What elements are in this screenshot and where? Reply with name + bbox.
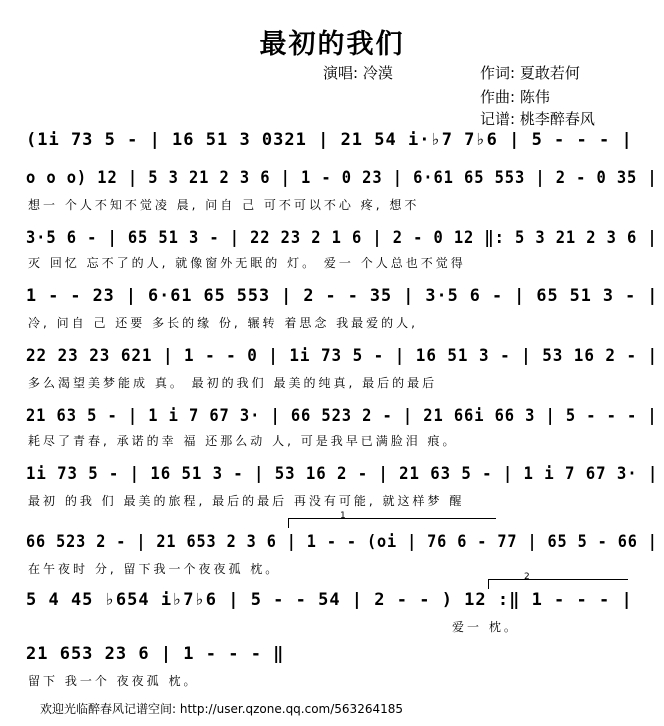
notation-row: (1i 73 5 - | 16 51 3 0321 | 21 54 i·♭7 7♭6 | 5 - - - | xyxy=(26,130,633,150)
lyrics-row: 留下 我一个 夜夜孤 枕。 xyxy=(28,674,199,688)
notation-row: 5 4 45 ♭654 i♭7♭6 | 5 - - 54 | 2 - - ) 12 :‖ 1 - - - | xyxy=(26,590,633,610)
lyrics-row: 多么渴望美梦能成 真。 最初的我们 最美的纯真, 最后的最后 xyxy=(28,376,438,390)
volta-2-bracket xyxy=(488,579,628,580)
score-line xyxy=(0,406,664,448)
score-line xyxy=(0,286,664,330)
lyricist-label: 作词: xyxy=(480,64,516,82)
singer-name: 冷漠 xyxy=(362,64,393,82)
composer-label: 作曲: xyxy=(480,88,516,106)
transcriber-label: 记谱: xyxy=(480,110,516,128)
score-line xyxy=(0,228,664,270)
score-line xyxy=(0,532,664,576)
notation-row: 3·5 6 - | 65 51 3 - | 22 23 2 1 6 | 2 - 0 12 ‖: 5 3 21 2 3 6 | xyxy=(26,228,658,248)
volta-1-bracket-end xyxy=(288,518,289,528)
footer-text: 欢迎光临醉春风记谱空间: http://user.qzone.qq.com/563264185 xyxy=(40,702,404,716)
notation-row: o o o) 12 | 5 3 21 2 3 6 | 1 - 0 23 | 6·61 65 553 | 2 - 0 35 | xyxy=(26,168,658,188)
lyrics-row: 在午夜时 分, 留下我一个夜夜孤 枕。 xyxy=(28,562,281,576)
lyrics-row: 冷, 问自 己 还要 多长的缘 份, 辗转 着思念 我最爱的人, xyxy=(28,316,418,330)
page-title: 最初的我们 xyxy=(259,29,405,60)
notation-row: 21 63 5 - | 1 i 7 67 3· | 66 523 2 - | 21 66i 66 3 | 5 - - - | xyxy=(26,406,658,426)
transcriber-name: 桃李醉春风 xyxy=(519,110,595,128)
score-line xyxy=(0,464,664,508)
volta-2-number: 2 xyxy=(524,572,530,582)
score-line xyxy=(0,644,664,688)
notation-row: 1i 73 5 - | 16 51 3 - | 53 16 2 - | 21 63 5 - | 1 i 7 67 3· | xyxy=(26,464,659,484)
lyrics-row: 爱一 枕。 xyxy=(452,620,519,634)
notation-row: 1 - - 23 | 6·61 65 553 | 2 - - 35 | 3·5 6 - | 65 51 3 - | xyxy=(26,286,659,306)
lyricist-name: 夏敢若何 xyxy=(519,64,580,82)
volta-1-bracket xyxy=(288,518,496,519)
lyrics-row: 想一 个人不知不觉凌 晨, 问自 己 可不可以不心 疼, 想不 xyxy=(28,198,420,212)
singer-credit xyxy=(323,62,393,83)
composer-credit xyxy=(480,86,550,107)
notation-row: 22 23 23 621 | 1 - - 0 | 1i 73 5 - | 16 51 3 - | 53 16 2 - | xyxy=(26,346,659,366)
composer-name: 陈伟 xyxy=(519,88,550,106)
lyrics-row: 耗尽了青春, 承诺的幸 福 还那么动 人, 可是我早已满脸泪 痕。 xyxy=(28,434,458,448)
lyricist-credit xyxy=(480,62,580,83)
score-line xyxy=(0,168,664,212)
score-line xyxy=(0,590,664,634)
notation-row: 21 653 23 6 | 1 - - - ‖ xyxy=(26,644,285,664)
lyrics-row: 灭 回忆 忘不了的人, 就像窗外无眠的 灯。 爱一 个人总也不觉得 xyxy=(28,256,466,270)
volta-2-bracket-end xyxy=(488,579,489,589)
score-line xyxy=(0,346,664,390)
transcriber-credit xyxy=(480,108,595,129)
notation-row: 66 523 2 - | 21 653 2 3 6 | 1 - - (oi | 76 6 - 77 | 65 5 - 66 | xyxy=(26,532,658,552)
score-line xyxy=(0,130,664,160)
volta-1-number: 1 xyxy=(340,511,346,521)
lyrics-row: 最初 的我 们 最美的旅程, 最后的最后 再没有可能, 就这样梦 醒 xyxy=(28,494,465,508)
singer-label: 演唱: xyxy=(323,64,359,82)
